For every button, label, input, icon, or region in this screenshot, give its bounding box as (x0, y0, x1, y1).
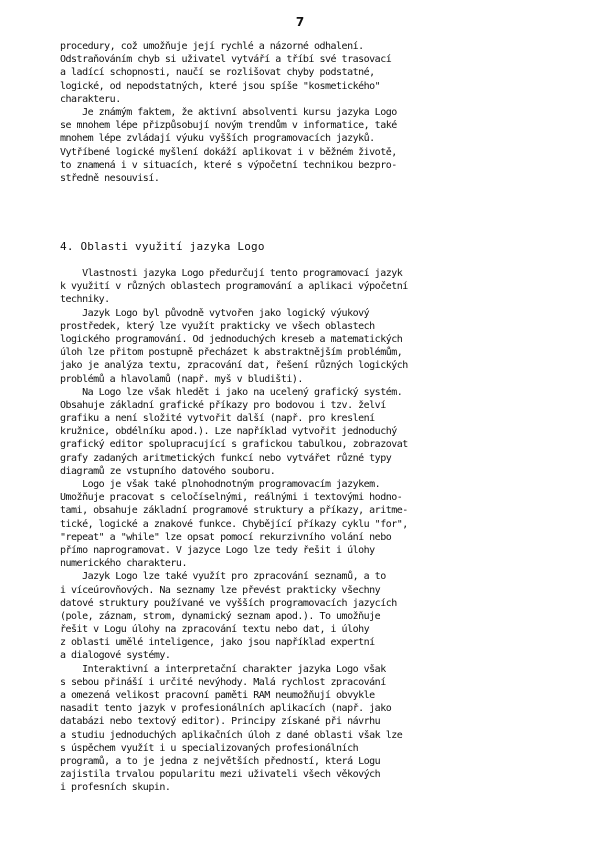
text-line: logické, od nepodstatných, které jsou spíše "kosmetického" (60, 80, 381, 92)
text-line: mnohem lépe zvládají výuku vyšších programovacích jazyků. (60, 133, 375, 145)
text-line: nasadit tento jazyk v profesionálních aplikacích (např. jako (60, 703, 392, 715)
text-line: a dialogové systémy. (60, 650, 171, 662)
text-line: procedury, což umožňuje její rychlé a názorné odhalení. (60, 41, 364, 52)
text-line: k využití v různých oblastech programování a aplikaci výpočetní (60, 281, 408, 293)
text-line: techniky. (60, 294, 110, 306)
text-line: logického programování. Od jednoduchých kreseb a matematických (60, 333, 403, 345)
text-line: úloh lze přitom postupně přecházet k abstraktnějším problémům, (60, 347, 403, 359)
text-line: a studiu jednoduchých aplikačních úloh z dané oblasti však lze (60, 729, 403, 741)
text-line: Je známým faktem, že aktivní absolventi kursu jazyka Logo (60, 106, 397, 118)
text-line: kružnice, obdélníku apod.). Lze například vytvořit jednoduchý (60, 426, 397, 438)
text-line: programů, a to je jedna z největších předností, která Logu (60, 755, 381, 767)
section-heading: 4. Oblasti využití jazyka Logo (60, 240, 265, 253)
text-line: se mnohem lépe přizpůsobují novým trendům v informatice, také (60, 120, 397, 132)
text-line: a omezená velikost pracovní paměti RAM neumožňují obvykle (60, 690, 375, 701)
text-line: Obsahuje základní grafické příkazy pro bodovou i tzv. želví (60, 399, 386, 411)
text-line: z oblasti umělé inteligence, jako jsou například expertní (60, 637, 375, 649)
text-line: s úspěchem využít i u specializovaných profesionálních (60, 742, 359, 754)
text-line: (pole, záznam, strom, dynamický seznam apod.). To umožňuje (60, 610, 381, 622)
text-line: problémů a hlavolamů (např. myš v bludišti). (60, 373, 303, 385)
text-line: databázi nebo textový editor). Principy získané při návrhu (60, 716, 381, 728)
text-line: i víceúrovňových. Na seznamy lze převést prakticky všechny (60, 584, 381, 596)
text-line: grafiku a není složité vytvořit další (např. pro kreslení (60, 413, 375, 425)
text-line: a ladící schopnosti, naučí se rozlišovat chyby podstatné, (60, 67, 375, 79)
text-line: Na Logo lze však hledět i jako na ucelený grafický systém. (60, 386, 403, 398)
text-line: diagramů ze vstupního datového souboru. (60, 465, 276, 477)
text-line: Umožňuje pracovat s celočíselnými, reálnými i textovými hodno- (60, 492, 403, 504)
text-line: Vlastnosti jazyka Logo předurčují tento programovací jazyk (60, 268, 403, 279)
intro-paragraphs (60, 40, 538, 185)
text-line: Logo je však také plnohodnotným programovacím jazykem. (60, 479, 381, 490)
text-line: datové struktury používané ve vyšších programovacích jazycích (60, 597, 397, 609)
text-line: Jazyk Logo byl původně vytvořen jako logický výukový (60, 307, 370, 319)
text-line: středně nesouvisí. (60, 172, 160, 184)
text-line: tické, logické a znakové funkce. Chybějící příkazy cyklu "for", (60, 518, 408, 530)
text-line: Vytříbené logické myšlení dokáží aplikovat i v běžném životě, (60, 146, 397, 158)
text-line: to znamená i v situacích, které s výpočetní technikou bezpro- (60, 159, 397, 171)
text-line: Interaktivní a interpretační charakter jazyka Logo však (60, 663, 386, 675)
text-line: Jazyk Logo lze také využít pro zpracování seznamů, a to (60, 571, 386, 583)
text-line: přímo naprogramovat. V jazyce Logo lze tedy řešit i úlohy (60, 544, 375, 556)
text-line: charakteru. (60, 93, 121, 105)
text-line: řešit v Logu úlohy na zpracování textu nebo dat, i úlohy (60, 624, 370, 636)
text-line: jako je analýza textu, zpracování dat, řešení různých logických (60, 360, 408, 372)
text-line: Odstraňováním chyb si uživatel vytváří a tříbí své trasovací (60, 54, 392, 66)
text-line: prostředek, který lze využít prakticky ve všech oblastech (60, 320, 375, 332)
text-line: numerického charakteru. (60, 558, 187, 570)
text-line: i profesních skupin. (60, 782, 171, 794)
text-line: grafy zadaných aritmetických funkcí nebo vytvářet různé typy (60, 452, 392, 464)
text-line: tami, obsahuje základní programové struktury a příkazy, aritme- (60, 505, 408, 517)
page-number: 7 (295, 15, 305, 29)
text-line: grafický editor spolupracující s grafickou tabulkou, zobrazovat (60, 439, 408, 451)
text-line: zajistila trvalou popularitu mezi uživateli všech věkových (60, 769, 381, 781)
text-line: "repeat" a "while" lze opsat pomocí rekurzivního volání nebo (60, 531, 392, 543)
text-line: s sebou přináší i určité nevýhody. Malá rychlost zpracování (60, 676, 386, 688)
section-body (60, 267, 538, 795)
